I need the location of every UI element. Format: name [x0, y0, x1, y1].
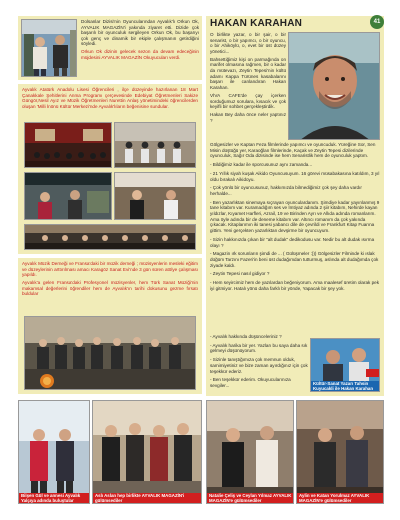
bullet-13: - Ben teşekkür ederim. Okuyucularınıza sevgiler... [210, 377, 291, 388]
school-stage-photo-5 [24, 224, 196, 250]
intro-p3: VİVA CAFE'de çay içerken sorduğumuz sorulara, kısacık ve çok keyifli bir sohbet gerçekleştirdik. [210, 92, 286, 110]
hakan-tahsin-caption: Kültür-Sanat Yazarı Tahsin Kuyucakli ile Hakan Karahan [311, 381, 380, 391]
page-number: 41 [370, 15, 384, 29]
hakan-karahan-portrait [288, 32, 380, 140]
school-event-text: Ayvalık Atatürk Anadolu Lisesi Öğrencileri , ilçe düzeyinde hazırlanan 18 Mart Çanakkale Şehitlerini Anma Programı çerçevesinde Edebiyat Öğretmenleri Sakize Güngör,Nesil Ayız ve Müzik Öğretmenleri Nurettin Anlaş yönetimindeki öğrencilerden oluşan 'Milli İnönü Kültür Merkezi'nde Ayvalık'lıların beğenisine sundular. [22, 87, 198, 109]
bottom-photo-4 [296, 400, 384, 504]
bottom-caption-2: Aslı Aslan hep birlikte AYVALIK MAGAZİN'i gülümsediler [93, 493, 201, 503]
bottom-photo-2 [92, 400, 202, 504]
school-stage-photo-4 [114, 172, 196, 220]
page-title: HAKAN KARAHAN [210, 18, 303, 29]
bottom-photo-3 [206, 400, 294, 504]
bullet-2: - Bildiğimiz kadar ile sporcusunuz aynı zamanda... [210, 162, 313, 168]
bullet-7: - Magazin ırk sorunların şimdi de ... ( Gülüşmeler :))) Gölgesizler Filminde ki ıslak düğüm Tarzını Fazeri'in beni üst dudağımdan tutturmuş, aslında alt dudağımda çok ziyade kaldı. [210, 251, 379, 268]
bullet-5: - Ben yazarlıktan sinemaya sıçrayan oyunculardanım. Şimdiye kadar yayınlanmış 9 tane kitabım var. Kuramadığım ses ve İmtiyaz adında 2 şiir kitabım, Nehirde kayan yıldızlar, Kıyamet Harfleri, Azrail, 19 ve Birinden Ayrı ve Allıda adında romanlarım. Ama öyle adında bir de deneme kitabım var. Altıncı romanım da çok yakında çıkacak. Kitaplarımın iki tanesi yabancı dile de çevrildi ve Frankfurt Kitap Fuarına gittim. Yeni gerçekten yazarlıktan devşirme bir oyuncuyum. [210, 199, 380, 234]
bullet-9: - Hem seyircimiz hem de yazılardan beğeniyorum. Ama maalesef üretim olarak pek iyi gitmiyor. Hatalı yönü daha farklı bir yönde, Yapacak bir şey yok. [210, 280, 380, 291]
school-stage-photo-2 [114, 122, 196, 168]
bottom-photo-1 [18, 400, 90, 504]
orkun-ok-box [18, 16, 202, 80]
bottom-caption-1: Bilşen Gül ve annesi Ayvalık Yalçıya adında buluştular [19, 493, 90, 503]
intro-p4: Hakan Bey daha önce neler yaptınız ? [210, 112, 286, 123]
bullet-11: - Ayvalık harika bir yer. Yazları bu saya daha sık gelmeyi düşünüyorum. [210, 342, 308, 354]
orkun-ok-photo [21, 19, 77, 77]
bottom-caption-4: Aylin ve Katan Yorulmaz AYVALIK MAGAZİN'e gülümsediler [297, 493, 384, 503]
orkun-ok-text: Dolsanlar Dizisi'nin Oyuncularından Ayvalık'lı Orkun Ok, AYVALIK MAGAZİN'i yakında ziyaret etti. Dizide çok başarılı bir oyunculuk sergileyen Orkun Ok, bu başarıyı çok genç ve dinamik bir ekiple çalışmanın getirdiğini söyledi. [81, 19, 199, 47]
school-event-box [18, 84, 202, 254]
music-workshop-box [18, 258, 202, 394]
bullet-6: - Sizin hakkınızda çıkan bir "alt dudak" dedikodusu var. Nedir bu alt dudak ısırma olayı ? [210, 236, 375, 248]
music-workshop-text: Ayvalık Müzik Derneği ve Fransa'daki bir müzik derneği ; müzisyenlerin mesleki eğitim ve düzeylerinin arttırılması amacı Karagöz Sanat Evi'nde 3 gün süren atölye çalışması yapıldı. [22, 261, 198, 278]
bullet-10: - Ayvalık hakkında düşünceleriniz ? [210, 334, 282, 339]
hakan-tahsin-photo [310, 338, 380, 392]
orkun-ok-text-2: Orkun Ok dizinin gelecek sezon da devam edeceğinin müjdesini AYVALIK MAGAZİN Okuyucuları verdi. [81, 49, 199, 61]
bullet-12: - Sizinle tanıştığımıza çok memnun olduk, samimiyetiniz ve bize zaman ayırdığınız için çok teşekkür ederiz. [210, 357, 308, 374]
bullet-1: Gölgesizler ve Kaptan Feza filmlerinde yapımcı ve oyuncuduk. Yüreğine Sor, Sen Misin düştüğü yer, Karaoğlan filmlerinde, Kaçak ve Zeytin Tepesi dizilerinde oyunculuk, Sağır Oda dizisinde ise hem Senaristlik hem de oyunculuk yaptım. [210, 142, 376, 159]
music-workshop-text-2: Ayvalık'a gelen Fransa'daki Profesyonel müzisyenler, hem Türk Sanat Müziği'nin makamsal değerlerini öğrendiler hem de Ayvalık'ın tarihi dokusunu gezme fırsatı buldular [22, 280, 198, 297]
bullet-3: - 21 Yıllık siyah kuşak Aikido Oyuncusuyum. 16 görevi müsabakasına katıldım, 3 yıl oldu bırakalı Aikidoyu. [210, 170, 380, 182]
bullet-4: - Çok yönlü bir oyuncusunuz, hakkımızda bilmediğimiz çok şey daha vardır herhalde... [210, 185, 362, 196]
intro-p2: Bahsettiğimiz kişi on parmağında on marifet olmasına rağmen, bir o kadar da mütevazı, Zeytin Tepesi'nin kültü adamı Kappa Türünes kasabalarını başarı ile canlandıran Hakan Karahan. [210, 56, 286, 90]
school-stage-photo-1 [24, 122, 112, 168]
intro-p1: O birlikte yazar, o bir şair, o bir senarist, o bir yapımcı, o bir oyuncu, o bir Ahiköylü, o, evet bir üst düzey yönetici... [210, 32, 286, 54]
school-stage-photo-3 [24, 172, 112, 220]
hakan-karahan-box [206, 16, 384, 396]
bullet-8: - Zeytin Tepesi nasıl gidiyor ? [210, 271, 270, 277]
music-workshop-photo [24, 316, 196, 390]
bottom-caption-3: Natalie Çeliş ve Ceylan Yılmaz AYVALIK MAGAZİN'e gülümsediler [207, 493, 294, 503]
